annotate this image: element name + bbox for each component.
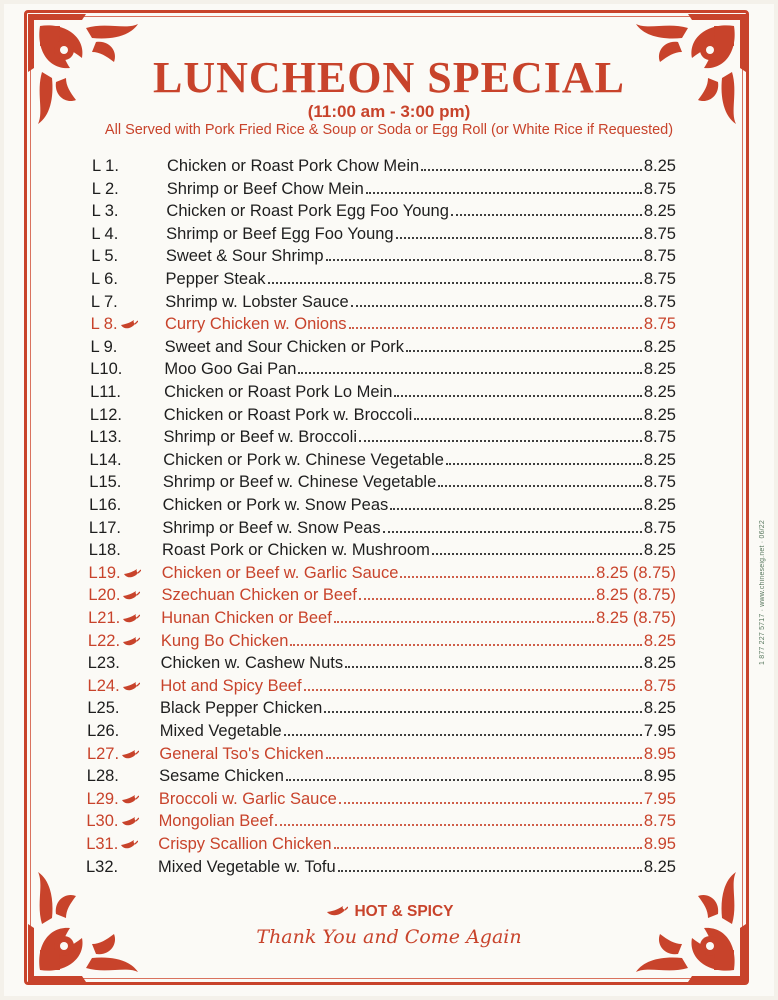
dot-leader bbox=[421, 156, 642, 171]
item-code: L19. bbox=[88, 563, 121, 582]
item-code: L15. bbox=[89, 473, 122, 492]
item-name: Crispy Scallion Chicken bbox=[158, 835, 332, 853]
item-name: Shrimp or Beef w. Chinese Vegetable bbox=[162, 473, 437, 492]
dot-leader bbox=[334, 834, 642, 849]
item-name: Broccoli w. Garlic Sauce bbox=[158, 789, 337, 808]
item-code: L 8. bbox=[90, 315, 118, 334]
item-price: 8.75 bbox=[643, 315, 676, 334]
page-title: LUNCHEON SPECIAL bbox=[153, 53, 625, 102]
item-price: 8.25 bbox=[643, 405, 676, 424]
item-name: Mixed Vegetable bbox=[159, 722, 282, 740]
item-name: Mongolian Beef bbox=[158, 812, 274, 831]
item-code: L20. bbox=[88, 586, 121, 605]
menu-item bbox=[89, 495, 676, 517]
menu-item bbox=[89, 540, 676, 562]
item-price: 8.75 bbox=[643, 812, 676, 831]
item-price: 8.75 bbox=[643, 247, 676, 266]
item-price: 8.25 bbox=[643, 541, 676, 560]
item-price: 8.25 (8.75) bbox=[596, 586, 676, 605]
dot-leader bbox=[339, 789, 642, 804]
chili-pepper-icon bbox=[121, 750, 139, 760]
item-price: 8.25 (8.75) bbox=[596, 609, 676, 627]
menu-item bbox=[91, 246, 676, 268]
dot-leader bbox=[324, 698, 642, 713]
dot-leader bbox=[383, 518, 642, 533]
chili-pepper-icon bbox=[123, 569, 141, 579]
dot-leader bbox=[298, 359, 641, 374]
item-price: 8.75 bbox=[643, 518, 676, 537]
item-code: L16. bbox=[89, 496, 122, 514]
dot-leader bbox=[349, 314, 642, 329]
floral-ornament-icon bbox=[618, 864, 748, 984]
dot-leader bbox=[326, 744, 642, 759]
item-name: Shrimp or Beef Egg Foo Young bbox=[166, 224, 394, 243]
chili-pepper-icon bbox=[121, 817, 139, 827]
dot-leader bbox=[366, 179, 642, 194]
item-code: L 5. bbox=[91, 247, 119, 266]
item-price: 7.95 bbox=[643, 789, 676, 808]
menu-item bbox=[89, 450, 676, 472]
item-price: 8.25 bbox=[643, 654, 676, 673]
item-name: General Tso's Chicken bbox=[159, 744, 324, 763]
item-code: L17. bbox=[88, 518, 122, 537]
dot-leader bbox=[351, 292, 642, 307]
item-code: L22. bbox=[87, 631, 121, 650]
item-name: Chicken w. Cashew Nuts bbox=[160, 654, 344, 673]
item-code: L23. bbox=[87, 654, 120, 673]
chili-pepper-icon bbox=[122, 682, 140, 692]
item-name: Shrimp or Beef w. Snow Peas bbox=[162, 518, 381, 537]
item-name: Sweet & Sour Shrimp bbox=[165, 247, 324, 266]
item-code: L13. bbox=[89, 428, 122, 447]
menu-item bbox=[86, 857, 676, 879]
item-price: 8.75 bbox=[643, 292, 676, 311]
menu-item bbox=[87, 744, 676, 766]
dot-leader bbox=[446, 450, 642, 465]
item-price: 8.75 bbox=[643, 224, 676, 243]
item-price: 8.25 (8.75) bbox=[596, 563, 676, 582]
item-price: 8.25 bbox=[643, 383, 676, 401]
menu-item bbox=[90, 359, 676, 381]
dot-leader bbox=[334, 608, 594, 623]
item-name: Chicken or Roast Pork Chow Mein bbox=[167, 157, 420, 175]
item-code: L18. bbox=[88, 541, 121, 560]
item-name: Black Pepper Chicken bbox=[160, 699, 323, 718]
item-code: L 1. bbox=[92, 157, 119, 175]
item-price: 8.95 bbox=[643, 835, 676, 853]
item-price: 8.25 bbox=[643, 631, 676, 650]
item-code: L24. bbox=[87, 676, 120, 695]
item-code: L10. bbox=[90, 360, 123, 379]
dot-leader bbox=[338, 857, 642, 872]
item-name: Mixed Vegetable w. Tofu bbox=[158, 857, 336, 876]
menu-item bbox=[92, 201, 676, 223]
dot-leader bbox=[394, 382, 641, 397]
dot-leader bbox=[359, 427, 642, 442]
menu-item bbox=[91, 269, 676, 291]
dot-leader bbox=[414, 405, 642, 420]
item-code: L 9. bbox=[90, 337, 118, 356]
chili-pepper-icon bbox=[122, 637, 140, 647]
menu-item bbox=[90, 427, 676, 449]
item-code: L31. bbox=[86, 835, 119, 853]
item-name: Chicken or Pork w. Chinese Vegetable bbox=[163, 450, 444, 469]
chili-pepper-icon bbox=[120, 320, 138, 330]
item-price: 8.75 bbox=[643, 473, 676, 492]
menu-item bbox=[92, 156, 676, 178]
item-code: L 2. bbox=[91, 179, 119, 198]
menu-item bbox=[91, 292, 676, 314]
dot-leader bbox=[396, 224, 642, 239]
menu-item bbox=[91, 224, 676, 246]
item-name: Hot and Spicy Beef bbox=[160, 676, 302, 695]
dot-leader bbox=[290, 631, 641, 646]
item-name: Sweet and Sour Chicken or Pork bbox=[164, 337, 405, 356]
item-name: Chicken or Roast Pork w. Broccoli bbox=[163, 405, 413, 424]
menu-item bbox=[87, 721, 676, 743]
item-name: Shrimp or Beef Chow Mein bbox=[166, 179, 364, 198]
menu-item bbox=[87, 766, 676, 788]
menu-item bbox=[87, 789, 676, 811]
item-price: 8.95 bbox=[643, 744, 676, 763]
item-name: Sesame Chicken bbox=[159, 767, 284, 786]
chili-pepper-icon bbox=[122, 614, 140, 624]
item-name: Chicken or Roast Pork Lo Mein bbox=[164, 383, 393, 401]
menu-item bbox=[89, 472, 676, 494]
item-price: 8.75 bbox=[643, 179, 676, 198]
item-code: L32. bbox=[86, 857, 119, 876]
item-code: L29. bbox=[86, 789, 119, 808]
item-price: 8.75 bbox=[643, 428, 676, 447]
item-code: L 3. bbox=[91, 202, 119, 221]
menu-item bbox=[88, 585, 676, 607]
item-code: L27. bbox=[86, 744, 120, 763]
menu-item bbox=[88, 608, 676, 630]
dot-leader bbox=[438, 472, 642, 487]
item-price: 7.95 bbox=[643, 722, 676, 740]
menu-item bbox=[87, 698, 676, 720]
item-name: Shrimp w. Lobster Sauce bbox=[165, 292, 349, 311]
menu-item bbox=[88, 676, 676, 698]
item-name: Chicken or Beef w. Garlic Sauce bbox=[161, 563, 399, 582]
item-name: Roast Pork or Chicken w. Mushroom bbox=[162, 541, 430, 560]
dot-leader bbox=[304, 676, 642, 691]
item-code: L 6. bbox=[91, 270, 118, 288]
item-price: 8.25 bbox=[643, 360, 676, 379]
item-price: 8.75 bbox=[643, 676, 676, 695]
item-price: 8.25 bbox=[643, 496, 676, 514]
item-code: L28. bbox=[86, 767, 119, 786]
menu-item bbox=[90, 405, 676, 427]
item-name: Pepper Steak bbox=[165, 270, 266, 288]
menu-item bbox=[88, 631, 676, 653]
item-code: L14. bbox=[89, 450, 122, 469]
serving-hours: (11:00 am - 3:00 pm) bbox=[307, 102, 471, 121]
menu-item bbox=[86, 834, 676, 856]
item-code: L21. bbox=[88, 609, 121, 627]
dot-leader bbox=[432, 540, 642, 555]
dot-leader bbox=[400, 563, 594, 578]
menu-item bbox=[88, 653, 676, 675]
item-price: 8.25 bbox=[643, 699, 676, 718]
item-price: 8.75 bbox=[643, 270, 676, 288]
item-code: L 7. bbox=[90, 292, 118, 311]
menu-item bbox=[91, 314, 676, 336]
item-name: Shrimp or Beef w. Broccoli bbox=[163, 428, 357, 447]
dot-leader bbox=[345, 653, 642, 668]
item-code: L12. bbox=[89, 405, 122, 424]
dot-leader bbox=[326, 246, 642, 261]
served-with-note: All Served with Pork Fried Rice & Soup or Soda or Egg Roll (or White Rice if Requested) bbox=[104, 122, 674, 138]
item-name: Chicken or Roast Pork Egg Foo Young bbox=[166, 202, 449, 221]
floral-ornament-icon bbox=[26, 864, 156, 984]
menu-item bbox=[89, 563, 676, 585]
item-name: Chicken or Pork w. Snow Peas bbox=[162, 496, 389, 514]
dot-leader bbox=[275, 811, 642, 826]
item-name: Kung Bo Chicken bbox=[160, 631, 289, 650]
item-name: Szechuan Chicken or Beef bbox=[161, 586, 357, 605]
dot-leader bbox=[268, 269, 642, 284]
chili-pepper-icon bbox=[326, 906, 348, 917]
dot-leader bbox=[451, 201, 642, 216]
item-price: 8.25 bbox=[643, 337, 676, 356]
dot-leader bbox=[286, 766, 642, 781]
item-code: L11. bbox=[90, 383, 121, 401]
item-name: Curry Chicken w. Onions bbox=[164, 315, 347, 334]
legend-label: HOT & SPICY bbox=[354, 903, 454, 920]
menu-item bbox=[90, 337, 676, 359]
menu-item bbox=[89, 518, 676, 540]
item-name: Moo Goo Gai Pan bbox=[164, 360, 297, 379]
chili-pepper-icon bbox=[122, 591, 140, 601]
menu-item bbox=[86, 811, 676, 833]
hot-spicy-legend bbox=[0, 903, 778, 921]
chili-pepper-icon bbox=[121, 795, 139, 805]
item-code: L25. bbox=[87, 699, 120, 718]
menu-item bbox=[92, 179, 676, 201]
thank-you-note: Thank You and Come Again bbox=[256, 926, 522, 948]
item-code: L 4. bbox=[91, 224, 119, 243]
dot-leader bbox=[284, 721, 642, 736]
dot-leader bbox=[359, 585, 594, 600]
side-print-info: 1 877 227 5717 · www.chineseig.net · 06/22 bbox=[759, 520, 766, 665]
menu-item bbox=[90, 382, 676, 404]
dot-leader bbox=[406, 337, 642, 352]
chili-pepper-icon bbox=[120, 840, 138, 850]
item-price: 8.25 bbox=[643, 857, 676, 876]
item-code: L30. bbox=[86, 812, 119, 831]
item-price: 8.25 bbox=[643, 157, 676, 175]
item-code: L26. bbox=[87, 722, 120, 740]
item-price: 8.25 bbox=[643, 450, 676, 469]
item-price: 8.25 bbox=[643, 202, 676, 221]
item-price: 8.95 bbox=[643, 767, 676, 786]
item-name: Hunan Chicken or Beef bbox=[161, 609, 332, 627]
dot-leader bbox=[390, 495, 642, 510]
